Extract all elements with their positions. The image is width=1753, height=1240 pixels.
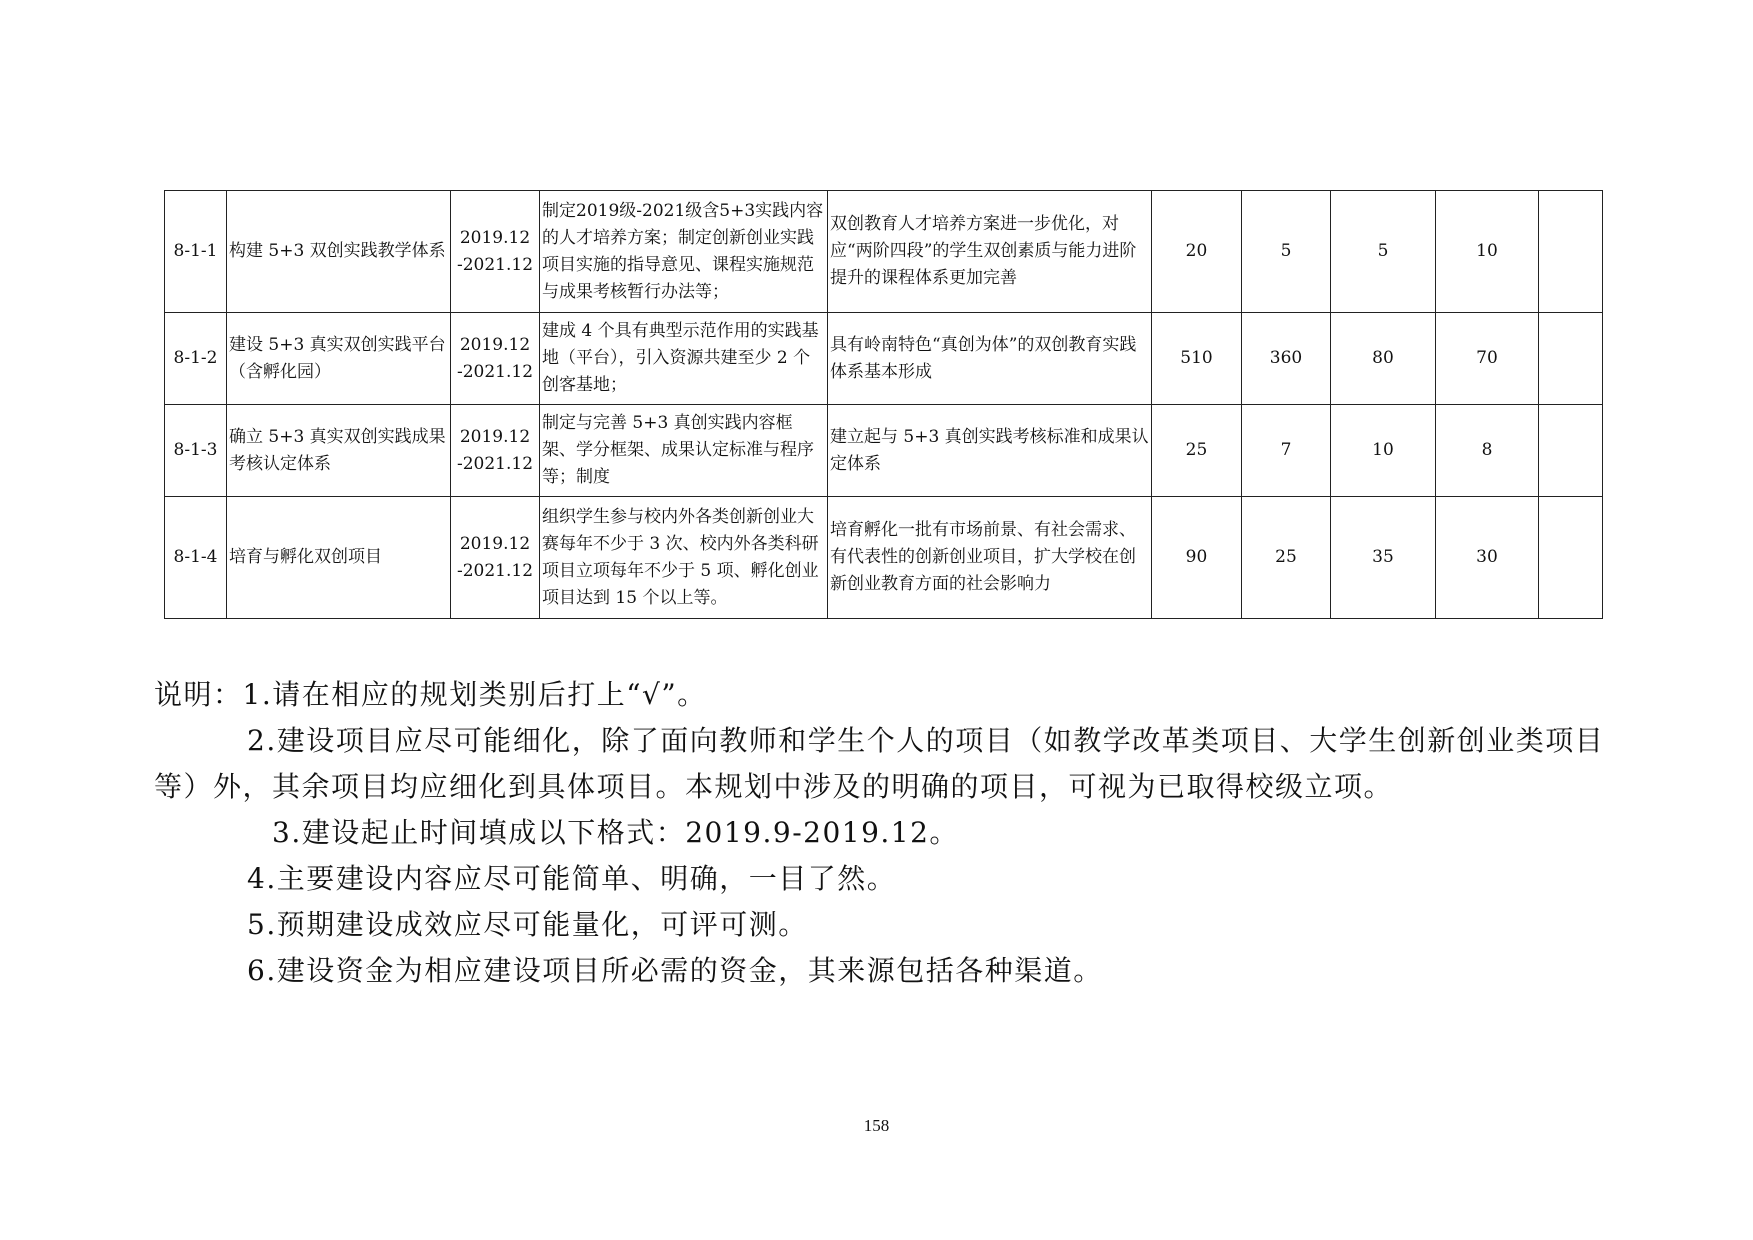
item-period	[451, 313, 540, 405]
fund-2021: 8	[1436, 405, 1539, 497]
fund-remark	[1539, 497, 1603, 619]
fund-2019: 5	[1242, 191, 1331, 313]
period-end: -2021.12	[456, 453, 534, 474]
fund-total: 510	[1152, 313, 1242, 405]
fund-2021: 10	[1436, 191, 1539, 313]
item-content: 制定2019级-2021级含5+3实践内容的人才培养方案；制定创新创业实践项目实施的指导意见、课程实施规范与成果考核暂行办法等；	[540, 191, 828, 313]
period-end: -2021.12	[456, 560, 534, 581]
period-start: 2019.12	[459, 334, 531, 355]
plan-table	[164, 190, 1603, 619]
fund-remark	[1539, 405, 1603, 497]
note-line-3: 3.建设起止时间填成以下格式：2019.9-2019.12。	[272, 816, 959, 849]
notes-section	[154, 672, 1624, 994]
item-content: 制定与完善 5+3 真创实践内容框架、学分框架、成果认定标准与程序等；制度	[540, 405, 828, 497]
note-line-2: 2.建设项目应尽可能细化，除了面向教师和学生个人的项目（如教学改革类项目、大学生创新创业类项目等）外，其余项目均应细化到具体项目。本规划中涉及的明确的项目，可视为已取得校级立项。	[154, 724, 1605, 803]
fund-remark	[1539, 313, 1603, 405]
fund-2020: 10	[1331, 405, 1436, 497]
fund-total: 25	[1152, 405, 1242, 497]
period-end: -2021.12	[456, 361, 534, 382]
period-start: 2019.12	[459, 227, 531, 248]
item-effect: 具有岭南特色“真创为体”的双创教育实践体系基本形成	[828, 313, 1152, 405]
item-period	[451, 405, 540, 497]
item-name: 构建 5+3 双创实践教学体系	[227, 191, 451, 313]
item-period	[451, 497, 540, 619]
fund-2021: 70	[1436, 313, 1539, 405]
note-line-4: 4.主要建设内容应尽可能简单、明确，一目了然。	[247, 862, 897, 895]
item-content: 组织学生参与校内外各类创新创业大赛每年不少于 3 次、校内外各类科研项目立项每年不少于 5 项、孵化创业项目达到 15 个以上等。	[540, 497, 828, 619]
item-number: 8-1-1	[165, 191, 227, 313]
period-start: 2019.12	[459, 533, 531, 554]
page-number: 158	[863, 1116, 890, 1135]
table-row	[165, 497, 1603, 619]
item-effect: 建立起与 5+3 真创实践考核标准和成果认定体系	[828, 405, 1152, 497]
fund-2020: 5	[1331, 191, 1436, 313]
table-row	[165, 405, 1603, 497]
fund-total: 90	[1152, 497, 1242, 619]
item-name: 培育与孵化双创项目	[227, 497, 451, 619]
fund-2020: 35	[1331, 497, 1436, 619]
period-start: 2019.12	[459, 426, 531, 447]
fund-2019: 25	[1242, 497, 1331, 619]
fund-2019: 7	[1242, 405, 1331, 497]
table-row	[165, 313, 1603, 405]
note-line-5: 5.预期建设成效应尽可能量化，可评可测。	[247, 908, 808, 941]
item-effect: 双创教育人才培养方案进一步优化，对应“两阶四段”的学生双创素质与能力进阶提升的课程体系更加完善	[828, 191, 1152, 313]
item-number: 8-1-3	[165, 405, 227, 497]
item-period	[451, 191, 540, 313]
item-content: 建成 4 个具有典型示范作用的实践基地（平台），引入资源共建至少 2 个创客基地；	[540, 313, 828, 405]
fund-total: 20	[1152, 191, 1242, 313]
period-end: -2021.12	[456, 254, 534, 275]
fund-2021: 30	[1436, 497, 1539, 619]
item-name: 确立 5+3 真实双创实践成果考核认定体系	[227, 405, 451, 497]
fund-2019: 360	[1242, 313, 1331, 405]
fund-2020: 80	[1331, 313, 1436, 405]
table-row	[165, 191, 1603, 313]
note-line-1: 说明：1.请在相应的规划类别后打上“√”。	[154, 678, 707, 711]
item-name: 建设 5+3 真实双创实践平台（含孵化园）	[227, 313, 451, 405]
item-effect: 培育孵化一批有市场前景、有社会需求、有代表性的创新创业项目，扩大学校在创新创业教育方面的社会影响力	[828, 497, 1152, 619]
note-line-6: 6.建设资金为相应建设项目所必需的资金，其来源包括各种渠道。	[247, 954, 1103, 987]
fund-remark	[1539, 191, 1603, 313]
item-number: 8-1-2	[165, 313, 227, 405]
item-number: 8-1-4	[165, 497, 227, 619]
